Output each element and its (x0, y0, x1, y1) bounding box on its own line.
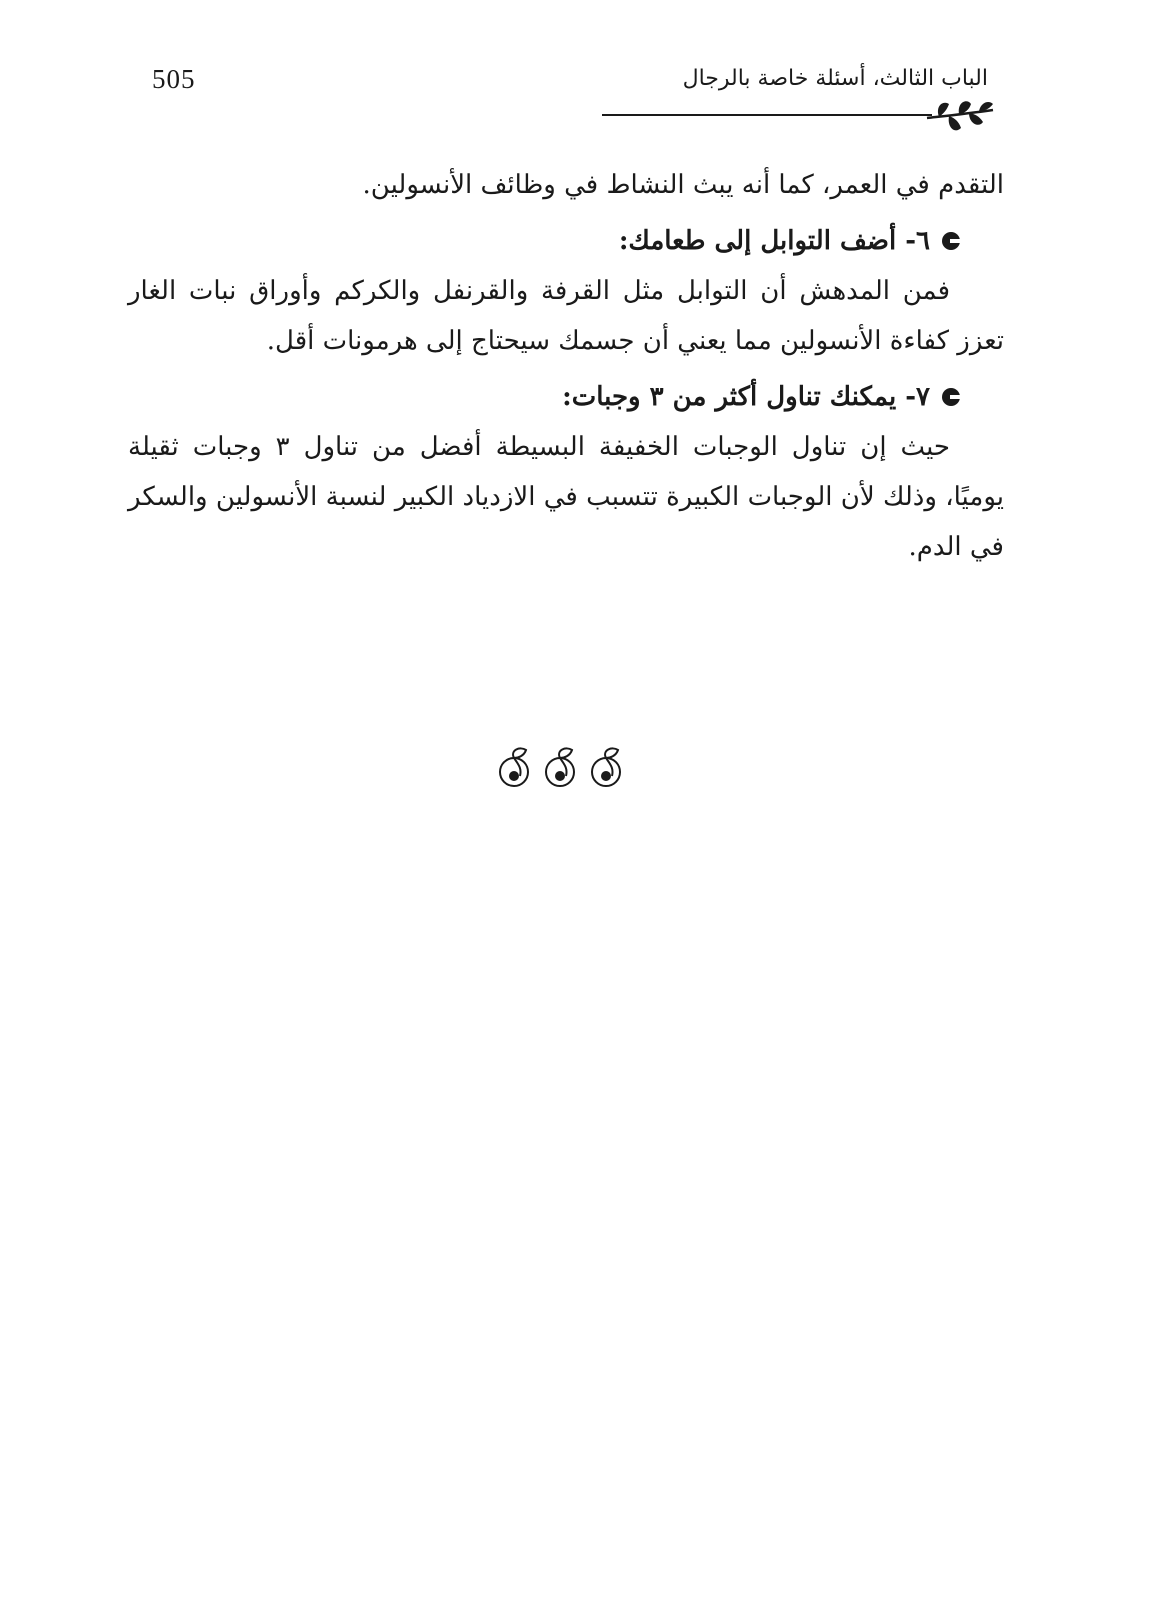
section-paragraph-7: حيث إن تناول الوجبات الخفيفة البسيطة أفضل من تناول ٣ وجبات ثقيلة يوميًا، وذلك لأن الوجبات الكبيرة تتسبب في الازدياد الكبير لنسبة الأنسولين والسكر في الدم. (128, 432, 1004, 562)
running-header-title: الباب الثالث، أسئلة خاصة بالرجال (682, 66, 988, 91)
section-heading-6 (128, 216, 1004, 266)
half-circle-bullet-icon (940, 230, 962, 252)
section-heading-6-text: ٦- أضف التوابل إلى طعامك: (618, 226, 930, 256)
page-body (128, 160, 1004, 572)
continuation-paragraph: التقدم في العمر، كما أنه يبث النشاط في وظائف الأنسولين. (362, 170, 1004, 200)
section-heading-7-text: ٧- يمكنك تناول أكثر من ٣ وجبات: (562, 382, 930, 412)
leaf-branch-icon (925, 94, 995, 136)
triple-leaf-ornament-icon (490, 740, 640, 792)
page-number: 505 (152, 64, 196, 94)
half-circle-bullet-icon (940, 386, 962, 408)
header-rule (602, 114, 932, 116)
section-paragraph-6: فمن المدهش أن التوابل مثل القرفة والقرنفل والكركم وأوراق نبات الغار تعزز كفاءة الأنسولين مما يعني أن جسمك سيحتاج إلى هرمونات أقل. (128, 276, 1004, 356)
section-heading-7 (128, 372, 1004, 422)
